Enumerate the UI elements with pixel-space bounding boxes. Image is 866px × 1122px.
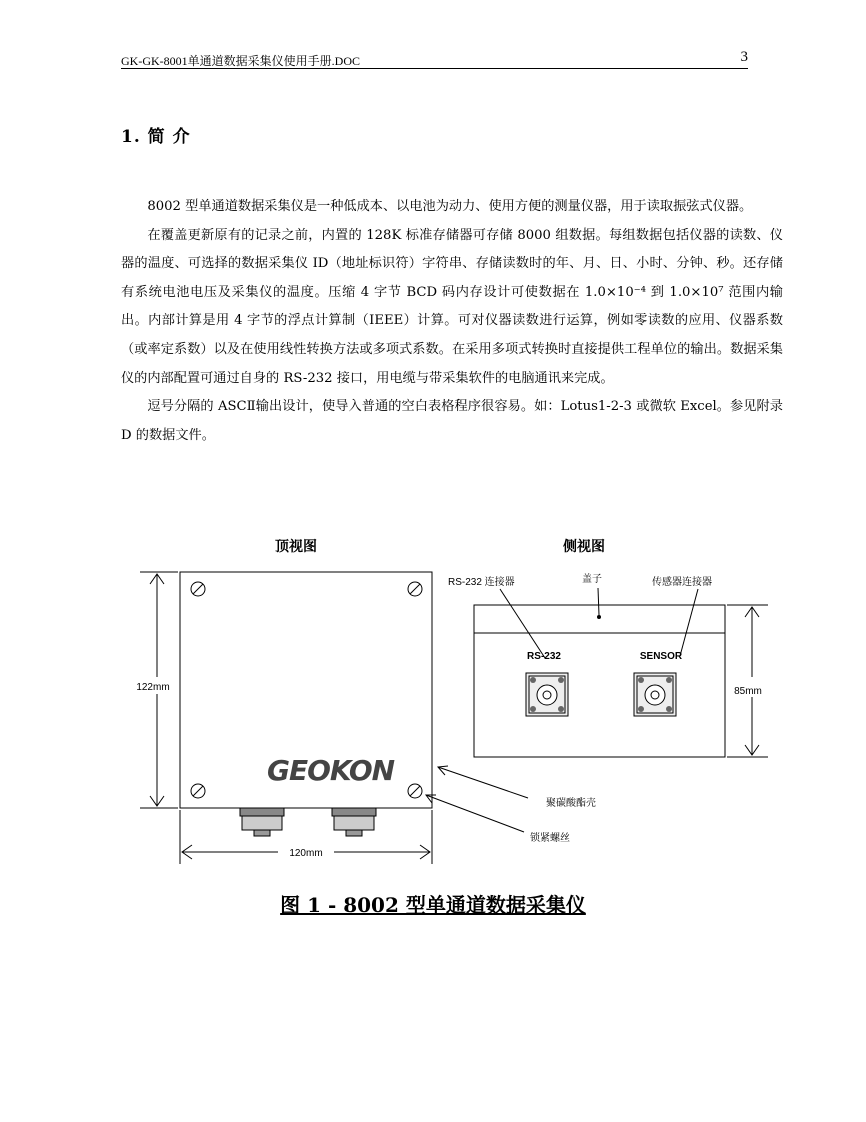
height-dimension-side: 85mm — [734, 686, 762, 697]
connector-icon — [332, 808, 376, 836]
rs232-port-icon — [526, 673, 568, 716]
page-number: 3 — [740, 49, 748, 65]
body-text — [121, 193, 783, 450]
brand-logo: GEOKON — [267, 754, 395, 787]
screw-icon — [408, 784, 422, 798]
paragraph-1: 8002 型单通道数据采集仪是一种低成本、以电池为动力、使用方便的测量仪器，用于读取振弦式仪器。 — [147, 199, 753, 214]
top-view-label: 顶视图 — [275, 538, 317, 554]
section-heading: 1. 简 介 — [121, 127, 191, 147]
sensor-connector-label: 传感器连接器 — [652, 577, 712, 588]
width-dimension-top: 120mm — [289, 848, 323, 859]
device-diagram — [120, 532, 780, 877]
screw-icon — [408, 582, 422, 596]
page-header — [121, 50, 748, 69]
figure-caption-text: 图 1 - 8002 型单通道数据采集仪 — [280, 893, 586, 917]
sensor-port-icon — [634, 673, 676, 716]
connector-icon — [240, 808, 284, 836]
side-view-label: 侧视图 — [563, 538, 605, 554]
screw-icon — [191, 582, 205, 596]
paragraph-3: 逗号分隔的 ASCⅡ输出设计，使导入普通的空白表格程序很容易。如：Lotus1-2-3 或微软 Excel。参见附录 D 的数据文件。 — [121, 399, 783, 443]
height-dimension-top: 122mm — [136, 682, 170, 693]
paragraph-2: 在覆盖更新原有的记录之前，内置的 128K 标准存储器可存储 8000 组数据。每组数据包括仪器的读数、仪器的温度、可选择的数据采集仪 ID（地址标识符）字符串、存储读数时的年、月、日、小时、分钟、秒。还存储有系统电池电压及采集仪的温度。压缩 4 字节 BCD 码内存设计可使数据在 1.0×10⁻⁴ 到 1.0×10⁷ 范围内输出。内部计算是用 4 字节的浮点计算制（IEEE）计算。可对仪器读数进行运算，例如零读数的应用、仪器系数（或率定系数）以及在使用线性转换方法或多项式系数。在采用多项式转换时直接提供工程单位的输出。数据采集仪的内部配置可通过自身的 RS-232 接口，用电缆与带采集软件的电脑通讯来完成。 — [121, 227, 783, 386]
screw-icon — [191, 784, 205, 798]
document-title: GK-GK-8001单通道数据采集仪使用手册.DOC — [121, 54, 360, 68]
rs232-connector-label: RS-232 连接器 — [448, 577, 515, 588]
housing-label: 聚碳酸酯壳 — [546, 798, 596, 809]
rs232-port-label: RS-232 — [527, 651, 561, 662]
figure-caption — [0, 889, 866, 918]
sensor-port-label: SENSOR — [639, 651, 683, 662]
cover-label: 盖子 — [582, 574, 602, 585]
screw-label: 锁紧螺丝 — [530, 833, 570, 844]
